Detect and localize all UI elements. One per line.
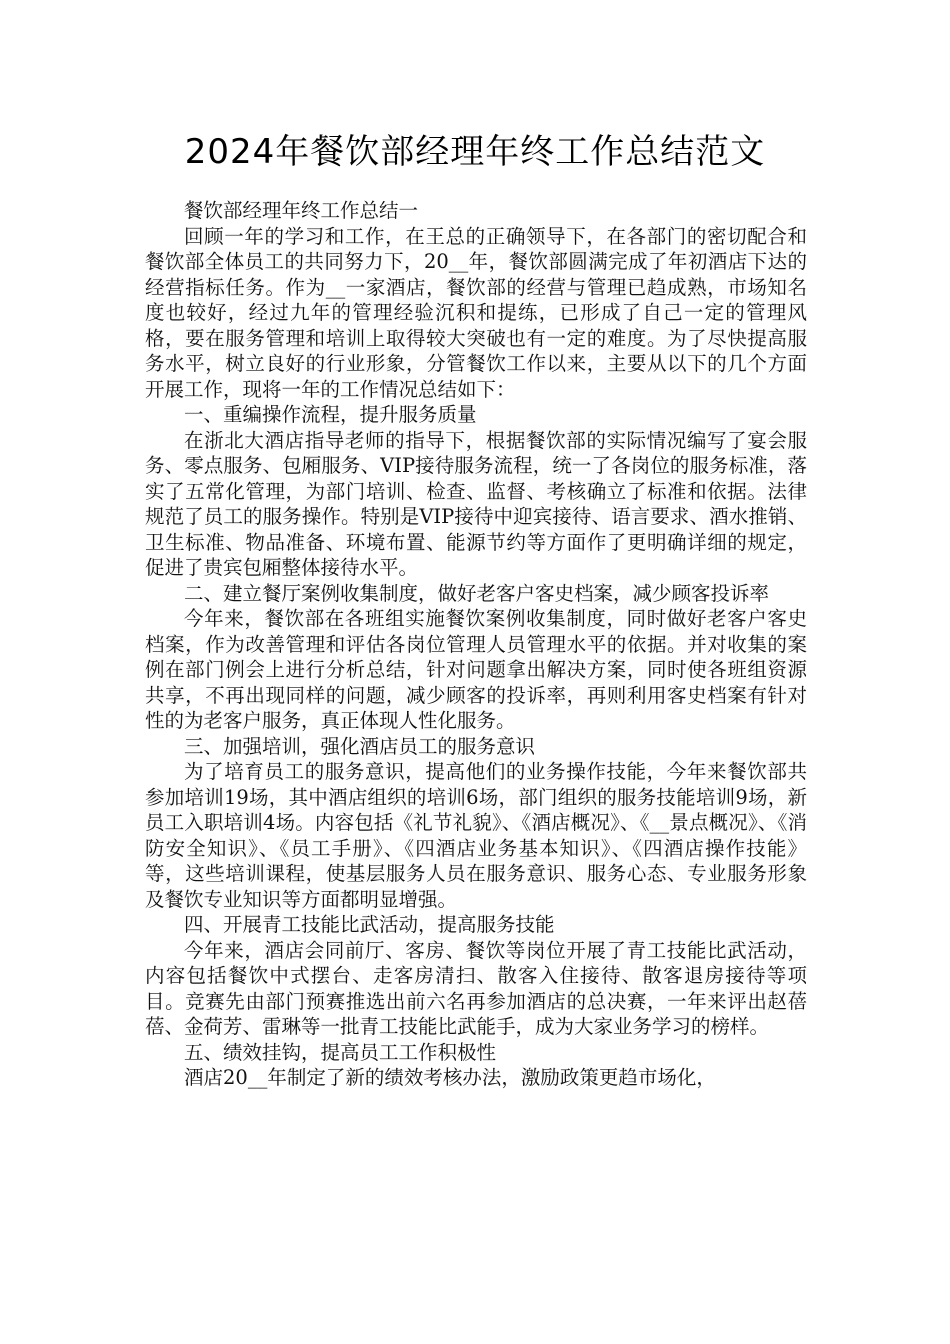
section-heading: 五、绩效挂钩，提高员工工作积极性: [184, 1040, 497, 1064]
body-paragraph: 今年来，酒店会同前厅、客房、餐饮等岗位开展了青工技能比武活动，内容包括餐饮中式摆台、走客房清扫、散客入住接待、散客退房接待等项目。竞赛先由部门预赛推选出前六名再参加酒店的总决赛，一年来评出赵蓓蓓、金荷芳、雷琳等一批青工技能比武能手，成为大家业务学习的榜样。: [145, 938, 807, 1038]
section-heading: 四、开展青工技能比武活动，提高服务技能: [184, 913, 555, 936]
section-heading: 一、重编操作流程，提升服务质量: [184, 403, 477, 426]
body-paragraph: 酒店20__年制定了新的绩效考核办法，激励政策更趋市场化，: [184, 1066, 716, 1089]
document-title: 2024年餐饮部经理年终工作总结范文: [184, 132, 766, 172]
body-paragraph: 回顾一年的学习和工作，在王总的正确领导下，在各部门的密切配合和餐饮部全体员工的共同努力下，20__年，餐饮部圆满完成了年初酒店下达的经营指标任务。作为__一家酒店，餐饮部的经营与管理已趋成熟，市场知名度也较好，经过九年的管理经验沉积和提练，已形成了自己一定的管理风格，要在服务管理和培训上取得较大突破也有一定的难度。为了尽快提高服务水平，树立良好的行业形象，分管餐饮工作以来，主要从以下的几个方面开展工作，现将一年的工作情况总结如下：: [145, 224, 807, 401]
body-paragraph: 为了培育员工的服务意识，提高他们的业务操作技能，今年来餐饮部共参加培训19场，其中酒店组织的培训6场，部门组织的服务技能培训9场，新员工入职培训4场。内容包括《礼节礼貌》、《酒店概况》、《__景点概况》、《消防安全知识》、《员工手册》、《四酒店业务基本知识》、《四酒店操作技能》等，这些培训课程，使基层服务人员在服务意识、服务心态、专业服务形象及餐饮专业知识等方面都明显增强。: [145, 760, 807, 911]
section-heading: 餐饮部经理年终工作总结一: [184, 199, 419, 222]
document-body: [145, 198, 807, 1091]
section-heading: 三、加强培训，强化酒店员工的服务意识: [184, 734, 536, 758]
body-paragraph: 在浙北大酒店指导老师的指导下，根据餐饮部的实际情况编写了宴会服务、零点服务、包厢服务、VIP接待服务流程，统一了各岗位的服务标准，落实了五常化管理，为部门培训、检查、监督、考核确立了标准和依据。法律规范了员工的服务操作。特别是VIP接待中迎宾接待、语言要求、酒水推销、卫生标准、物品准备、环境布置、能源节约等方面作了更明确详细的规定，促进了贵宾包厢整体接待水平。: [145, 428, 807, 579]
section-heading: 二、建立餐厅案例收集制度，做好老客户客史档案，减少顾客投诉率: [184, 581, 770, 605]
body-paragraph: 今年来，餐饮部在各班组实施餐饮案例收集制度，同时做好老客户客史档案，作为改善管理和评估各岗位管理人员管理水平的依据。并对收集的案例在部门例会上进行分析总结，针对问题拿出解决方案，同时使各班组资源共享，不再出现同样的问题，减少顾客的投诉率，再则利用客史档案有针对性的为老客户服务，真正体现人性化服务。: [145, 607, 807, 732]
